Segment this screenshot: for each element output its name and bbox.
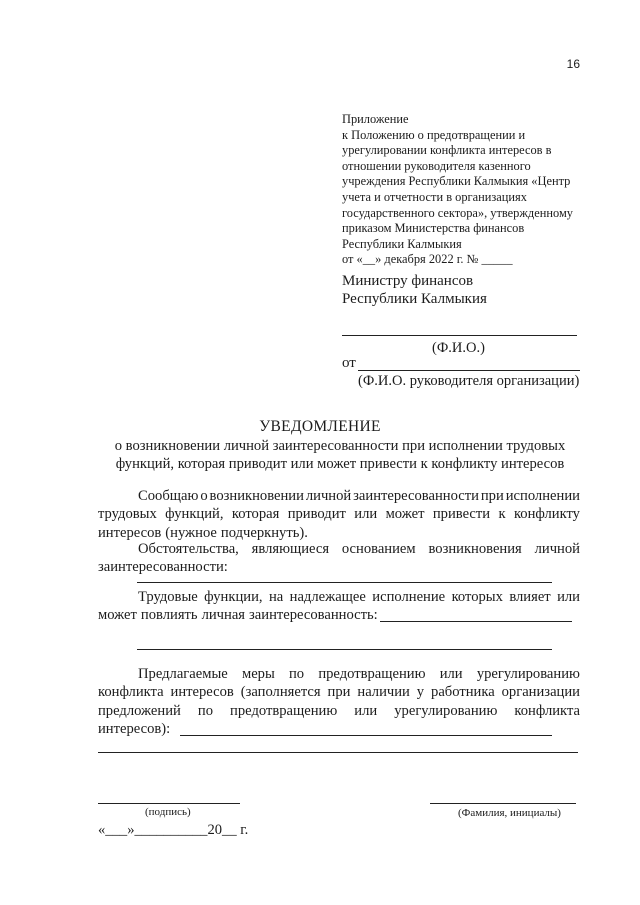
paragraph-line: предложений по предотвращению или урегулированию конфликта: [98, 702, 580, 719]
paragraph-line: интересов (нужное подчеркнуть).: [98, 524, 308, 541]
fio-caption: (Ф.И.О.): [432, 340, 485, 356]
paragraph-measures: [98, 665, 580, 739]
appendix-block: [342, 112, 573, 268]
measures-blank-line[interactable]: [180, 735, 552, 736]
measures-blank-line-2[interactable]: [98, 752, 578, 753]
document-subtitle: [0, 437, 640, 473]
appendix-line: Республики Калмыкия: [342, 236, 462, 251]
addressee-block: [342, 272, 487, 308]
head-blank-line[interactable]: [358, 370, 580, 371]
paragraph-line: может повлиять личная заинтересованность:: [98, 607, 378, 624]
signature-caption: (подпись): [145, 806, 191, 818]
paragraph-line: интересов):: [98, 721, 171, 738]
paragraph-functions: [98, 588, 580, 625]
name-caption: (Фамилия, инициалы): [458, 807, 561, 819]
name-blank-line[interactable]: [430, 803, 576, 804]
paragraph-line: конфликта интересов (заполняется при наличии у работника организации: [98, 684, 580, 701]
appendix-line: урегулировании конфликта интересов в: [342, 143, 552, 158]
signature-blank-line[interactable]: [98, 803, 240, 804]
subtitle-line: о возникновении личной заинтересованности при исполнении трудовых: [114, 438, 566, 454]
appendix-line: учреждения Республики Калмыкия «Центр: [342, 174, 571, 189]
paragraph-line: заинтересованности:: [98, 559, 228, 576]
functions-blank-line-2[interactable]: [137, 649, 552, 650]
page-number: 16: [566, 57, 580, 71]
functions-blank-line[interactable]: [380, 621, 572, 622]
paragraph-line: трудовых функций, которая приводит или может привести к конфликту: [98, 506, 580, 523]
document-title: УВЕДОМЛЕНИЕ: [259, 418, 381, 435]
appendix-line: приказом Министерства финансов: [342, 221, 525, 236]
head-caption: (Ф.И.О. руководителя организации): [358, 373, 580, 389]
appendix-line: отношении руководителя казенного: [342, 158, 531, 173]
from-label: от: [342, 355, 356, 371]
addressee-line: Министру финансов: [342, 273, 474, 289]
appendix-date-line: от «__» декабря 2022 г. № _____: [342, 252, 513, 267]
appendix-line: государственного сектора», утвержденному: [342, 205, 573, 220]
appendix-line: Приложение: [342, 112, 409, 126]
paragraph-line: Сообщаю о возникновении личной заинтересованности при исполнении: [138, 488, 580, 504]
paragraph-line: Трудовые функции, на надлежащее исполнение которых влияет или: [138, 589, 580, 605]
appendix-line: учета и отчетности в организациях: [342, 189, 527, 204]
appendix-line: к Положению о предотвращении и: [342, 127, 526, 142]
paragraph-line: Предлагаемые меры по предотвращению или урегулированию: [138, 666, 580, 682]
paragraph-circumstances: [98, 540, 580, 577]
date-line: «___»__________20__ г.: [98, 822, 249, 838]
subtitle-line: функций, которая приводит или может привести к конфликту интересов: [115, 456, 565, 472]
fio-blank-line[interactable]: [342, 335, 577, 336]
paragraph-line: Обстоятельства, являющиеся основанием возникновения личной: [138, 541, 580, 557]
circumstances-blank-line[interactable]: [137, 582, 552, 583]
addressee-line: Республики Калмыкия: [342, 291, 487, 307]
paragraph-notice: [98, 487, 580, 542]
